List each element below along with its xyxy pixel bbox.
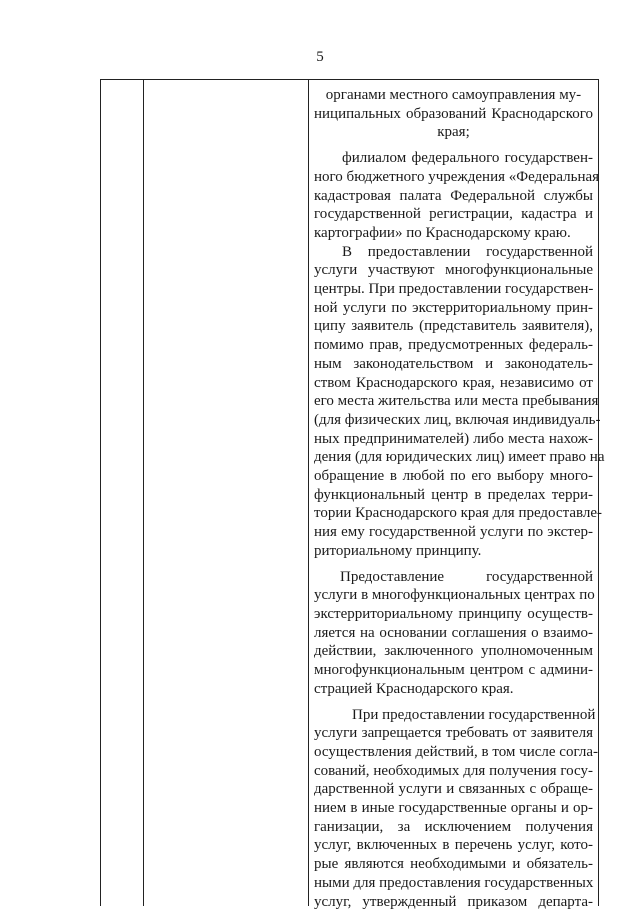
text-line: его места жительства или места пребывания: [314, 392, 593, 411]
text-line: страцией Краснодарского края.: [314, 680, 593, 699]
text-line: ниципальных образований Краснодарского: [314, 105, 593, 124]
text-line: услуги запрещается требовать от заявителя: [314, 724, 593, 743]
paragraph: [314, 568, 593, 699]
paragraph: [314, 706, 593, 911]
text-line: ным законодательством и законодатель-: [314, 355, 593, 374]
text-line: органами местного самоуправления му-: [314, 86, 593, 105]
text-line: ганизации, за исключением получения: [314, 818, 593, 837]
text-line: центры. При предоставлении государствен-: [314, 280, 593, 299]
text-line: ципу заявитель (представитель заявителя),: [314, 317, 593, 336]
text-line: ными для предоставления государственных: [314, 874, 593, 893]
text-line: услуг, включенных в перечень услуг, кото-: [314, 836, 593, 855]
text-line: ной услуги по экстерриториальному прин-: [314, 299, 593, 318]
document-table: [100, 79, 599, 906]
text-line: обращение в любой по его выбору много-: [314, 467, 593, 486]
column-divider-2: [308, 80, 309, 906]
paragraph: [314, 86, 593, 142]
text-line: ного бюджетного учреждения «Федеральная: [314, 168, 593, 187]
text-line: ных предпринимателей) либо места нахож-: [314, 430, 593, 449]
paragraph: [314, 243, 593, 561]
text-line: В предоставлении государственной: [314, 243, 593, 262]
text-line: картографии» по Краснодарскому краю.: [314, 224, 593, 243]
text-line: (для физических лиц, включая индивидуаль-: [314, 411, 593, 430]
text-line: рые являются необходимыми и обязатель-: [314, 855, 593, 874]
text-line: филиалом федерального государствен-: [314, 149, 593, 168]
page-number: 5: [0, 49, 640, 66]
text-line: услуг, утвержденный приказом департа-: [314, 893, 593, 911]
text-line: осуществления действий, в том числе согла-: [314, 743, 593, 762]
text-line: государственной регистрации, кадастра и: [314, 205, 593, 224]
text-line: края;: [314, 123, 593, 142]
text-line: ством Краснодарского края, независимо от: [314, 374, 593, 393]
text-line: Предоставление государственной: [314, 568, 593, 587]
text-line: ляется на основании соглашения о взаимо-: [314, 624, 593, 643]
text-line: сований, необходимых для получения госу-: [314, 762, 593, 781]
column-divider-1: [143, 80, 144, 906]
text-line: кадастровая палата Федеральной службы: [314, 187, 593, 206]
text-line: действии, заключенного уполномоченным: [314, 642, 593, 661]
text-line: помимо прав, предусмотренных федераль-: [314, 336, 593, 355]
text-line: тории Краснодарского края для предоставле-: [314, 504, 593, 523]
text-line: дарственной услуги и связанных с обраще-: [314, 780, 593, 799]
text-line: нием в иные государственные органы и ор-: [314, 799, 593, 818]
text-line: риториальному принципу.: [314, 542, 593, 561]
text-line: услуги в многофункциональных центрах по: [314, 586, 593, 605]
text-line: функциональный центр в пределах терри-: [314, 486, 593, 505]
table-cell-text: [314, 86, 593, 911]
text-line: экстерриториальному принципу осуществ-: [314, 605, 593, 624]
paragraph: [314, 149, 593, 243]
text-line: дения (для юридических лиц) имеет право на: [314, 448, 593, 467]
text-line: услуги участвуют многофункциональные: [314, 261, 593, 280]
text-line: При предоставлении государственной: [314, 706, 593, 725]
text-line: ния ему государственной услуги по экстер-: [314, 523, 593, 542]
text-line: многофункциональным центром с админи-: [314, 661, 593, 680]
